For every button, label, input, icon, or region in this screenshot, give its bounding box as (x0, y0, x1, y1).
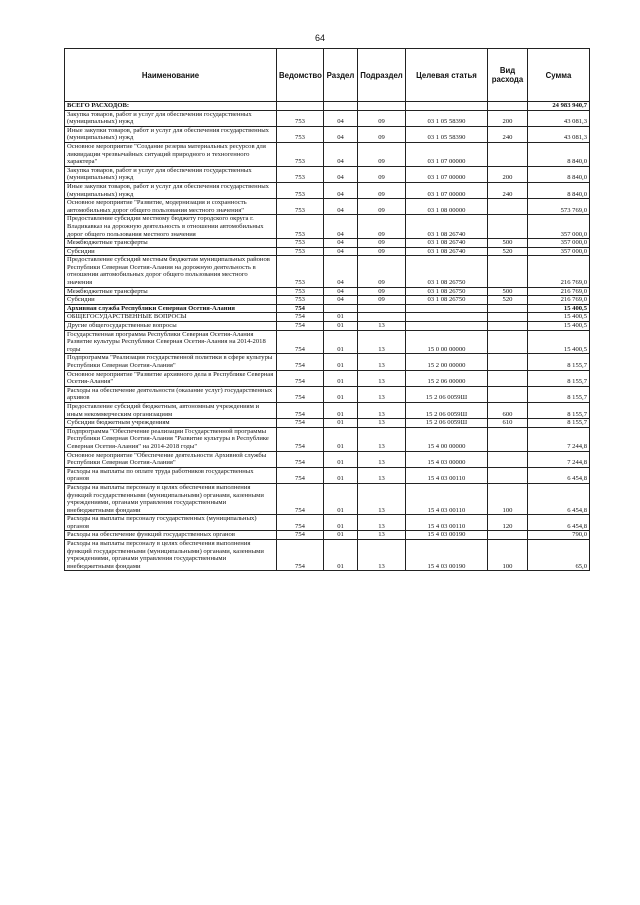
cell-name: Основное мероприятие "Развитие, модернизация и сохранность автомобильных дорог общего пользования местного значения" (65, 199, 277, 215)
cell-department: 753 (277, 182, 324, 198)
cell-amount: 8 155,7 (528, 370, 590, 386)
cell-name: Основное мероприятие "Обеспечение деятельности Архивной службы Республики Северная Осетия-Алания" (65, 451, 277, 467)
header-name: Наименование (65, 49, 277, 102)
cell-amount: 8 840,0 (528, 182, 590, 198)
cell-name: Подпрограмма "Обеспечение реализации Государственной программы Республики Северная Осетия-Алания "Развитие культуры в Республике Северная Осетия-Алания" на 2014-2018 годы" (65, 427, 277, 451)
cell-subsection: 09 (358, 256, 406, 287)
cell-department: 753 (277, 166, 324, 182)
cell-target-item: 15 4 03 00110 (406, 515, 488, 531)
table-row (65, 354, 590, 370)
header-target-item: Целевая статья (406, 49, 488, 102)
cell-section: 04 (324, 296, 358, 305)
cell-department: 753 (277, 247, 324, 256)
cell-expense-type: 500 (488, 287, 528, 296)
cell-expense-type: 610 (488, 419, 528, 428)
cell-name: Субсидии бюджетным учреждениям (65, 419, 277, 428)
table-row (65, 296, 590, 305)
cell-target-item: 15 4 03 00110 (406, 483, 488, 514)
cell-name: Другие общегосударственные вопросы (65, 322, 277, 331)
table-row (65, 467, 590, 483)
cell-subsection: 13 (358, 322, 406, 331)
cell-section: 01 (324, 354, 358, 370)
table-row (65, 126, 590, 142)
table-body (65, 102, 590, 571)
cell-expense-type (488, 304, 528, 313)
cell-department: 753 (277, 110, 324, 126)
cell-expense-type: 200 (488, 110, 528, 126)
cell-section: 01 (324, 427, 358, 451)
cell-name: Расходы на выплаты персоналу в целях обеспечения выполнения функций государственными (муниципальными) органами, казенными учреждениями, органами управления государственными внебюджетными фондами (65, 483, 277, 514)
cell-section (324, 304, 358, 313)
table-row (65, 515, 590, 531)
cell-department: 753 (277, 239, 324, 248)
cell-subsection: 13 (358, 515, 406, 531)
cell-department: 754 (277, 304, 324, 313)
table-row (65, 483, 590, 514)
cell-amount: 216 769,0 (528, 287, 590, 296)
cell-department: 754 (277, 483, 324, 514)
cell-amount: 216 769,0 (528, 296, 590, 305)
cell-subsection: 13 (358, 419, 406, 428)
table-row (65, 531, 590, 540)
cell-name: Предоставление субсидии местному бюджету городского округа г. Владикавказ на дорожную деятельность в отношении автомобильных дорог общего пользования местного значения (65, 215, 277, 239)
cell-section: 01 (324, 515, 358, 531)
cell-subsection: 13 (358, 540, 406, 571)
cell-subsection (358, 313, 406, 322)
cell-section: 01 (324, 330, 358, 354)
cell-name: Иные закупки товаров, работ и услуг для обеспечения государственных (муниципальных) нужд (65, 126, 277, 142)
cell-subsection: 09 (358, 166, 406, 182)
cell-subsection: 09 (358, 142, 406, 166)
table-row (65, 313, 590, 322)
cell-department: 753 (277, 296, 324, 305)
cell-target-item: 03 1 05 58390 (406, 126, 488, 142)
cell-name: Основное мероприятие "Создание резерва материальных ресурсов для ликвидации чрезвычайных ситуаций природного и техногенного характера" (65, 142, 277, 166)
cell-department: 753 (277, 199, 324, 215)
cell-amount: 216 769,0 (528, 256, 590, 287)
header-section: Раздел (324, 49, 358, 102)
cell-expense-type: 520 (488, 247, 528, 256)
cell-target-item: 03 1 08 26750 (406, 256, 488, 287)
cell-subsection (358, 304, 406, 313)
cell-amount: 6 454,8 (528, 483, 590, 514)
cell-target-item (406, 304, 488, 313)
table-row (65, 287, 590, 296)
table-row (65, 239, 590, 248)
table-row (65, 199, 590, 215)
cell-target-item: 15 2 06 0059Ш (406, 419, 488, 428)
cell-amount: 15 400,5 (528, 322, 590, 331)
cell-name: Расходы на выплаты персоналу в целях обеспечения выполнения функций государственными (муниципальными) органами, казенными учреждениями, органами управления государственными внебюджетными фондами (65, 540, 277, 571)
cell-section: 01 (324, 531, 358, 540)
cell-section: 01 (324, 370, 358, 386)
cell-expense-type (488, 256, 528, 287)
cell-department: 753 (277, 126, 324, 142)
table-row (65, 166, 590, 182)
cell-section: 01 (324, 386, 358, 402)
cell-section: 01 (324, 467, 358, 483)
cell-department: 754 (277, 330, 324, 354)
cell-subsection: 09 (358, 199, 406, 215)
cell-subsection: 09 (358, 182, 406, 198)
cell-department: 754 (277, 531, 324, 540)
cell-section: 04 (324, 287, 358, 296)
cell-department: 754 (277, 540, 324, 571)
cell-name: Закупка товаров, работ и услуг для обеспечения государственных (муниципальных) нужд (65, 166, 277, 182)
cell-expense-type (488, 427, 528, 451)
cell-name: Субсидии (65, 296, 277, 305)
cell-subsection: 09 (358, 215, 406, 239)
cell-department (277, 102, 324, 111)
cell-expense-type (488, 451, 528, 467)
cell-target-item: 03 1 08 26750 (406, 296, 488, 305)
cell-subsection: 09 (358, 126, 406, 142)
cell-expense-type (488, 370, 528, 386)
table-row (65, 142, 590, 166)
cell-subsection: 13 (358, 467, 406, 483)
cell-expense-type (488, 354, 528, 370)
table-row (65, 402, 590, 418)
cell-department: 754 (277, 386, 324, 402)
cell-amount: 8 840,0 (528, 142, 590, 166)
cell-name: Субсидии (65, 247, 277, 256)
cell-subsection: 13 (358, 451, 406, 467)
cell-amount: 7 244,8 (528, 451, 590, 467)
cell-department: 754 (277, 419, 324, 428)
table-header-row (65, 49, 590, 102)
cell-expense-type: 240 (488, 126, 528, 142)
cell-subsection: 13 (358, 427, 406, 451)
cell-expense-type (488, 386, 528, 402)
cell-target-item: 15 2 00 00000 (406, 354, 488, 370)
cell-section: 04 (324, 182, 358, 198)
cell-target-item: 15 4 00 00000 (406, 427, 488, 451)
cell-target-item: 03 1 08 26740 (406, 215, 488, 239)
cell-amount: 6 454,8 (528, 515, 590, 531)
cell-expense-type: 600 (488, 402, 528, 418)
table-row (65, 322, 590, 331)
cell-section: 01 (324, 451, 358, 467)
cell-expense-type: 500 (488, 239, 528, 248)
table-row (65, 304, 590, 313)
table-row (65, 330, 590, 354)
cell-target-item: 15 4 03 00110 (406, 467, 488, 483)
cell-name: Расходы на обеспечение деятельности (оказание услуг) государственных архивов (65, 386, 277, 402)
cell-amount: 573 769,0 (528, 199, 590, 215)
cell-department: 754 (277, 427, 324, 451)
cell-amount: 65,0 (528, 540, 590, 571)
cell-expense-type (488, 467, 528, 483)
cell-section: 01 (324, 419, 358, 428)
table-row (65, 386, 590, 402)
cell-name: Основное мероприятие "Развитие архивного дела в Республике Северная Осетия-Алания" (65, 370, 277, 386)
cell-section: 04 (324, 256, 358, 287)
table-row (65, 215, 590, 239)
cell-subsection (358, 102, 406, 111)
cell-target-item: 15 2 06 0059Ш (406, 402, 488, 418)
cell-section: 01 (324, 540, 358, 571)
cell-name: Расходы на выплаты персоналу государственных (муниципальных) органов (65, 515, 277, 531)
cell-subsection: 13 (358, 483, 406, 514)
cell-target-item: 03 1 07 00000 (406, 166, 488, 182)
cell-amount: 15 400,5 (528, 330, 590, 354)
cell-department: 754 (277, 402, 324, 418)
cell-department: 754 (277, 451, 324, 467)
cell-expense-type (488, 531, 528, 540)
cell-expense-type (488, 142, 528, 166)
cell-name: Архивная служба Республики Северная Осетия-Алания (65, 304, 277, 313)
cell-department: 754 (277, 322, 324, 331)
table-row (65, 427, 590, 451)
cell-target-item: 15 2 06 00000 (406, 370, 488, 386)
cell-subsection: 13 (358, 354, 406, 370)
cell-expense-type: 240 (488, 182, 528, 198)
cell-department: 753 (277, 142, 324, 166)
cell-name: ОБЩЕГОСУДАРСТВЕННЫЕ ВОПРОСЫ (65, 313, 277, 322)
cell-target-item: 03 1 08 26750 (406, 287, 488, 296)
cell-amount: 357 000,0 (528, 215, 590, 239)
cell-target-item (406, 313, 488, 322)
cell-section: 01 (324, 483, 358, 514)
cell-amount: 24 983 940,7 (528, 102, 590, 111)
cell-target-item: 03 1 08 26740 (406, 239, 488, 248)
cell-amount: 357 000,0 (528, 247, 590, 256)
cell-section: 04 (324, 142, 358, 166)
table-row (65, 247, 590, 256)
cell-name: Межбюджетные трансферты (65, 239, 277, 248)
table-row (65, 540, 590, 571)
cell-section: 04 (324, 199, 358, 215)
cell-section: 01 (324, 313, 358, 322)
cell-name: Межбюджетные трансферты (65, 287, 277, 296)
table-row (65, 370, 590, 386)
cell-target-item: 03 1 08 00000 (406, 199, 488, 215)
cell-amount: 8 155,7 (528, 386, 590, 402)
cell-amount: 8 155,7 (528, 402, 590, 418)
cell-subsection: 13 (358, 386, 406, 402)
cell-subsection: 09 (358, 239, 406, 248)
cell-expense-type (488, 330, 528, 354)
cell-section: 01 (324, 402, 358, 418)
cell-target-item: 15 0 00 00000 (406, 330, 488, 354)
cell-amount: 15 400,5 (528, 304, 590, 313)
cell-amount: 7 244,8 (528, 427, 590, 451)
cell-subsection: 13 (358, 531, 406, 540)
table-row (65, 110, 590, 126)
cell-section: 01 (324, 322, 358, 331)
table-row (65, 102, 590, 111)
cell-amount: 43 081,3 (528, 110, 590, 126)
header-amount: Сумма (528, 49, 590, 102)
cell-amount: 6 454,8 (528, 467, 590, 483)
cell-subsection: 13 (358, 370, 406, 386)
cell-department: 753 (277, 215, 324, 239)
header-subsection: Подраздел (358, 49, 406, 102)
cell-name: Иные закупки товаров, работ и услуг для обеспечения государственных (муниципальных) нужд (65, 182, 277, 198)
cell-expense-type (488, 322, 528, 331)
cell-amount: 43 081,3 (528, 126, 590, 142)
cell-section: 04 (324, 215, 358, 239)
cell-expense-type: 120 (488, 515, 528, 531)
cell-target-item: 03 1 05 58390 (406, 110, 488, 126)
cell-target-item: 15 4 03 00190 (406, 540, 488, 571)
cell-target-item: 03 1 08 26740 (406, 247, 488, 256)
page-number: 64 (314, 33, 325, 43)
cell-name: Предоставление субсидий бюджетным, автономным учреждениям и иным некоммерческим организациям (65, 402, 277, 418)
cell-subsection: 09 (358, 247, 406, 256)
cell-subsection: 09 (358, 296, 406, 305)
cell-target-item: 03 1 07 00000 (406, 142, 488, 166)
cell-section (324, 102, 358, 111)
cell-target-item (406, 102, 488, 111)
table-row (65, 182, 590, 198)
cell-subsection: 09 (358, 287, 406, 296)
cell-expense-type: 520 (488, 296, 528, 305)
cell-amount: 357 000,0 (528, 239, 590, 248)
cell-subsection: 13 (358, 402, 406, 418)
cell-target-item (406, 322, 488, 331)
cell-name: Закупка товаров, работ и услуг для обеспечения государственных (муниципальных) нужд (65, 110, 277, 126)
table-row (65, 419, 590, 428)
cell-amount: 790,0 (528, 531, 590, 540)
cell-name: Предоставление субсидий местным бюджетам муниципальных районов Республики Северная Осетия-Алания на дорожную деятельность в отношении автомобильных дорог общего пользования местного значения (65, 256, 277, 287)
budget-table (64, 48, 590, 571)
cell-name: Государственная программа Республики Северная Осетия-Алания Развитие культуры Республики Северная Осетия-Алания на 2014-2018 годы (65, 330, 277, 354)
cell-amount: 8 155,7 (528, 419, 590, 428)
cell-target-item: 15 4 03 00190 (406, 531, 488, 540)
cell-name: Расходы на обеспечение функций государственных органов (65, 531, 277, 540)
cell-section: 04 (324, 110, 358, 126)
cell-expense-type: 200 (488, 166, 528, 182)
cell-department: 754 (277, 370, 324, 386)
cell-target-item: 15 2 06 0059Ш (406, 386, 488, 402)
cell-department: 753 (277, 256, 324, 287)
cell-subsection: 13 (358, 330, 406, 354)
cell-amount: 8 155,7 (528, 354, 590, 370)
table-row (65, 451, 590, 467)
cell-subsection: 09 (358, 110, 406, 126)
cell-section: 04 (324, 239, 358, 248)
cell-expense-type (488, 199, 528, 215)
header-department: Ведомство (277, 49, 324, 102)
cell-department: 754 (277, 467, 324, 483)
cell-department: 754 (277, 313, 324, 322)
cell-section: 04 (324, 166, 358, 182)
cell-target-item: 15 4 03 00000 (406, 451, 488, 467)
cell-target-item: 03 1 07 00000 (406, 182, 488, 198)
header-expense-type: Вид расхода (488, 49, 528, 102)
cell-amount: 8 840,0 (528, 166, 590, 182)
cell-expense-type (488, 215, 528, 239)
cell-expense-type: 100 (488, 483, 528, 514)
cell-name: Расходы на выплаты по оплате труда работников государственных органов (65, 467, 277, 483)
cell-department: 754 (277, 354, 324, 370)
cell-section: 04 (324, 126, 358, 142)
cell-department: 754 (277, 515, 324, 531)
cell-expense-type: 100 (488, 540, 528, 571)
cell-expense-type (488, 102, 528, 111)
cell-expense-type (488, 313, 528, 322)
cell-name: Подпрограмма "Реализация государственной политики в сфере культуры Республики Северная Осетия-Алания" (65, 354, 277, 370)
cell-amount: 15 400,5 (528, 313, 590, 322)
cell-name: ВСЕГО РАСХОДОВ: (65, 102, 277, 111)
table-row (65, 256, 590, 287)
cell-department: 753 (277, 287, 324, 296)
cell-section: 04 (324, 247, 358, 256)
